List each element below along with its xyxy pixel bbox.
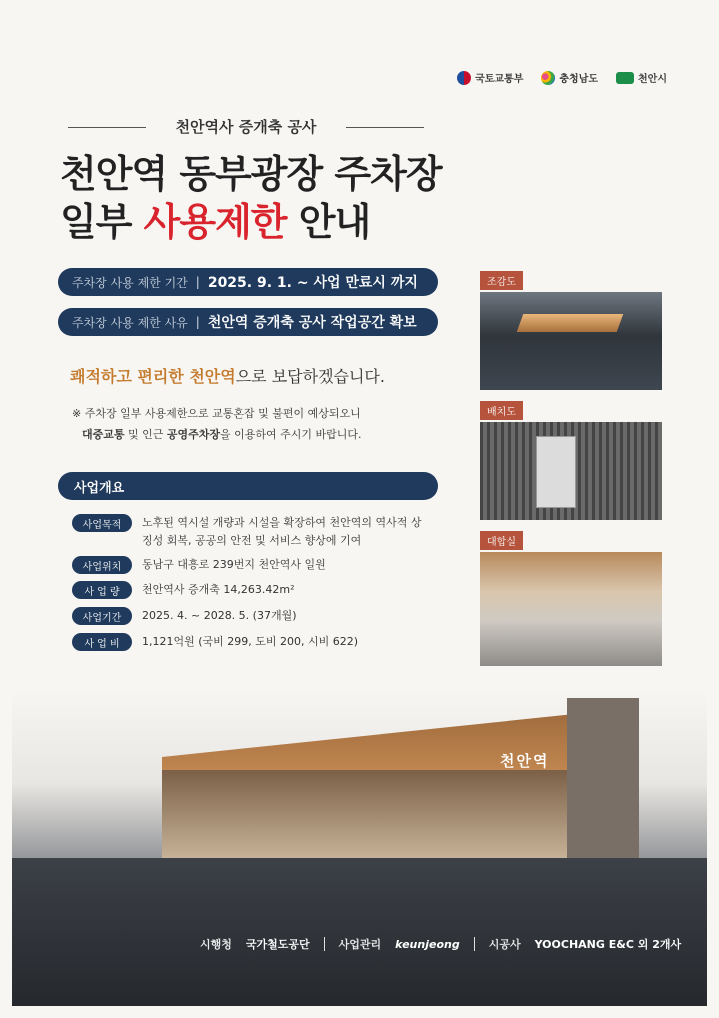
station-sign: 천안역 (500, 752, 550, 770)
overview-heading: 사업개요 (58, 472, 438, 500)
site-plan-image (480, 422, 662, 520)
chungnam-emblem-icon (541, 71, 555, 85)
overview-row: 사 업 비 1,121억원 (국비 299, 도비 200, 시비 622) (72, 633, 432, 651)
overview-row: 사업위치 동남구 대흥로 239번지 천안역사 일원 (72, 556, 432, 574)
notice-text: ※ 주차장 일부 사용제한으로 교통혼잡 및 불편이 예상되오니 대중교통 및 인근 공영주차장을 이용하여 주시기 바랍니다. (72, 407, 362, 441)
waiting-hall-tag: 대합실 (480, 531, 523, 550)
cheonan-emblem-icon (616, 72, 634, 84)
site-plan-tag: 배치도 (480, 401, 523, 420)
overview-row: 사 업 량 천안역사 증개축 14,263.42m² (72, 581, 432, 599)
waiting-hall-image (480, 552, 662, 666)
aerial-view (480, 270, 662, 390)
kr-logo: 국가철도공단 (245, 938, 310, 951)
keunjeong-logo: keunjeong (395, 937, 460, 951)
ministry-logos (457, 70, 667, 85)
cheonan-logo: 천안시 (616, 70, 667, 85)
overview-row: 사업기간 2025. 4. ~ 2028. 5. (37개월) (72, 607, 432, 625)
kicker: 천안역사 증개축 공사 (62, 116, 430, 137)
slogan: 쾌적하고 편리한 천안역으로 보답하겠습니다. (70, 367, 385, 386)
aerial-view-tag: 조감도 (480, 271, 523, 290)
site-plan (480, 400, 662, 520)
waiting-hall (480, 530, 662, 666)
chungnam-logo: 충청남도 (541, 70, 598, 85)
molit-logo: 국토교통부 (457, 70, 523, 85)
page-title: 천안역 동부광장 주차장 일부 사용제한 안내 (60, 152, 442, 244)
aerial-view-image (480, 292, 662, 390)
restriction-reason: 주차장 사용 제한 사유 | 천안역 증개축 공사 작업공간 확보 (58, 308, 438, 336)
station-rendering (12, 688, 707, 1006)
molit-emblem-icon (457, 71, 471, 85)
title-highlight: 사용제한 (143, 200, 287, 244)
yoochang-logo: YOOCHANG E&C 외 2개사 (534, 938, 682, 951)
overview-row: 사업목적 노후된 역시설 개량과 시설을 확장하여 천안역의 역사적 상징성 회복, 공공의 안전 및 서비스 향상에 기여 (72, 514, 432, 550)
credits: 시행청 국가철도공단 사업관리 keunjeong 시공사 YOOCHANG E&C 외 2개사 (200, 937, 682, 951)
restriction-period: 주차장 사용 제한 기간 | 2025. 9. 1. ~ 사업 만료시 까지 (58, 268, 438, 296)
